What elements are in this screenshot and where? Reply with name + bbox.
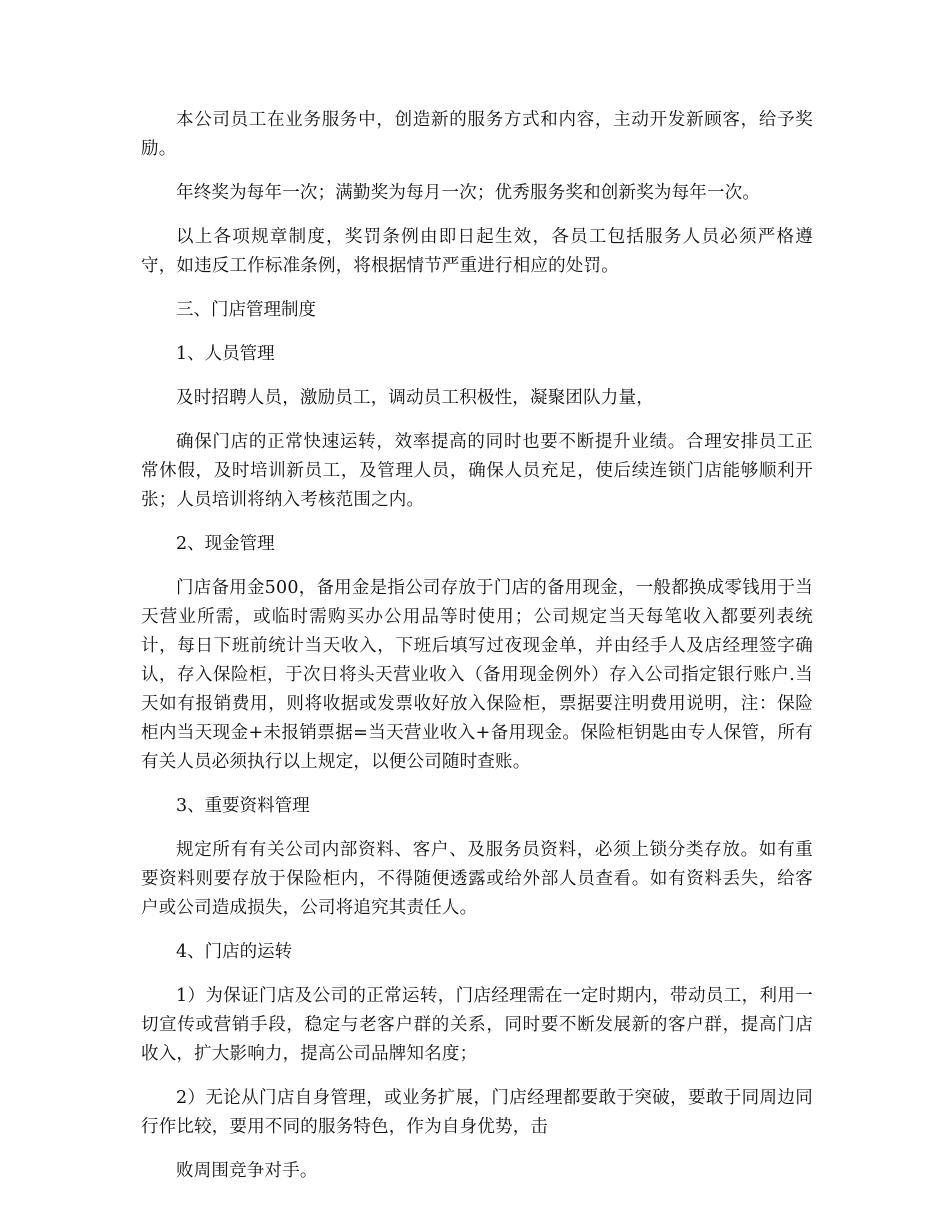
subheading-personnel-management: 1、人员管理	[176, 344, 275, 364]
paragraph-store-operation: 确保门店的正常快速运转，效率提高的同时也要不断提升业绩。合理安排员工正常休假，及时培训新员工，及管理人员，确保人员充足，使后续连锁门店能够顺利开张；人员培训将纳入考核范围之内。	[141, 432, 813, 510]
paragraph-confidential-documents: 规定所有有关公司内部资料、客户、及服务员资料，必须上锁分类存放。如有重要资料则要存放于保险柜内，不得随便透露或给外部人员查看。如有资料丢失，给客户或公司造成损失，公司将追究其责任人。	[141, 840, 813, 918]
subheading-cash-management: 2、现金管理	[176, 534, 275, 554]
paragraph-running-item-2: 2）无论从门店自身管理，或业务扩展，门店经理都要敢于突破，要敢于同周边同行作比较，要用不同的服务特色，作为自身优势，击	[141, 1088, 813, 1137]
document-body	[141, 106, 813, 1201]
paragraph-bonus-frequency: 年终奖为每年一次；满勤奖为每月一次；优秀服务奖和创新奖为每年一次。	[176, 183, 761, 203]
subheading-store-running: 4、门店的运转	[176, 942, 293, 962]
paragraph-running-item-2-continued: 败周围竞争对手。	[176, 1161, 318, 1181]
paragraph-petty-cash: 门店备用金500，备用金是指公司存放于门店的备用现金，一般都换成零钱用于当天营业所需，或临时需购买办公用品等时使用；公司规定当天每笔收入都要列表统计，每日下班前统计当天收入，下班后填写过夜现金单，并由经手人及店经理签字确认，存入保险柜，于次日将头天营业收入（备用现金例外）存入公司指定银行账户.当天如有报销费用，则将收据或发票收好放入保险柜，票据要注明费用说明，注：保险柜内当天现金+未报销票据=当天营业收入+备用现金。保险柜钥匙由专人保管，所有有关人员必须执行以上规定，以便公司随时查账。	[141, 578, 813, 772]
paragraph-reward-innovation: 本公司员工在业务服务中，创造新的服务方式和内容，主动开发新顾客，给予奖励。	[141, 110, 813, 159]
subheading-document-management: 3、重要资料管理	[176, 796, 310, 816]
paragraph-recruitment: 及时招聘人员，激励员工，调动员工积极性，凝聚团队力量，	[176, 388, 654, 408]
section-heading-store-management: 三、门店管理制度	[176, 300, 316, 320]
paragraph-running-item-1: 1）为保证门店及公司的正常运转，门店经理需在一定时期内，带动员工，利用一切宣传或营销手段，稳定与老客户群的关系，同时要不断发展新的客户群，提高门店收入，扩大影响力，提高公司品牌知名度；	[141, 986, 813, 1064]
paragraph-rules-effective: 以上各项规章制度，奖罚条例由即日起生效，各员工包括服务人员必须严格遵守，如违反工作标准条例，将根据情节严重进行相应的处罚。	[141, 227, 813, 276]
